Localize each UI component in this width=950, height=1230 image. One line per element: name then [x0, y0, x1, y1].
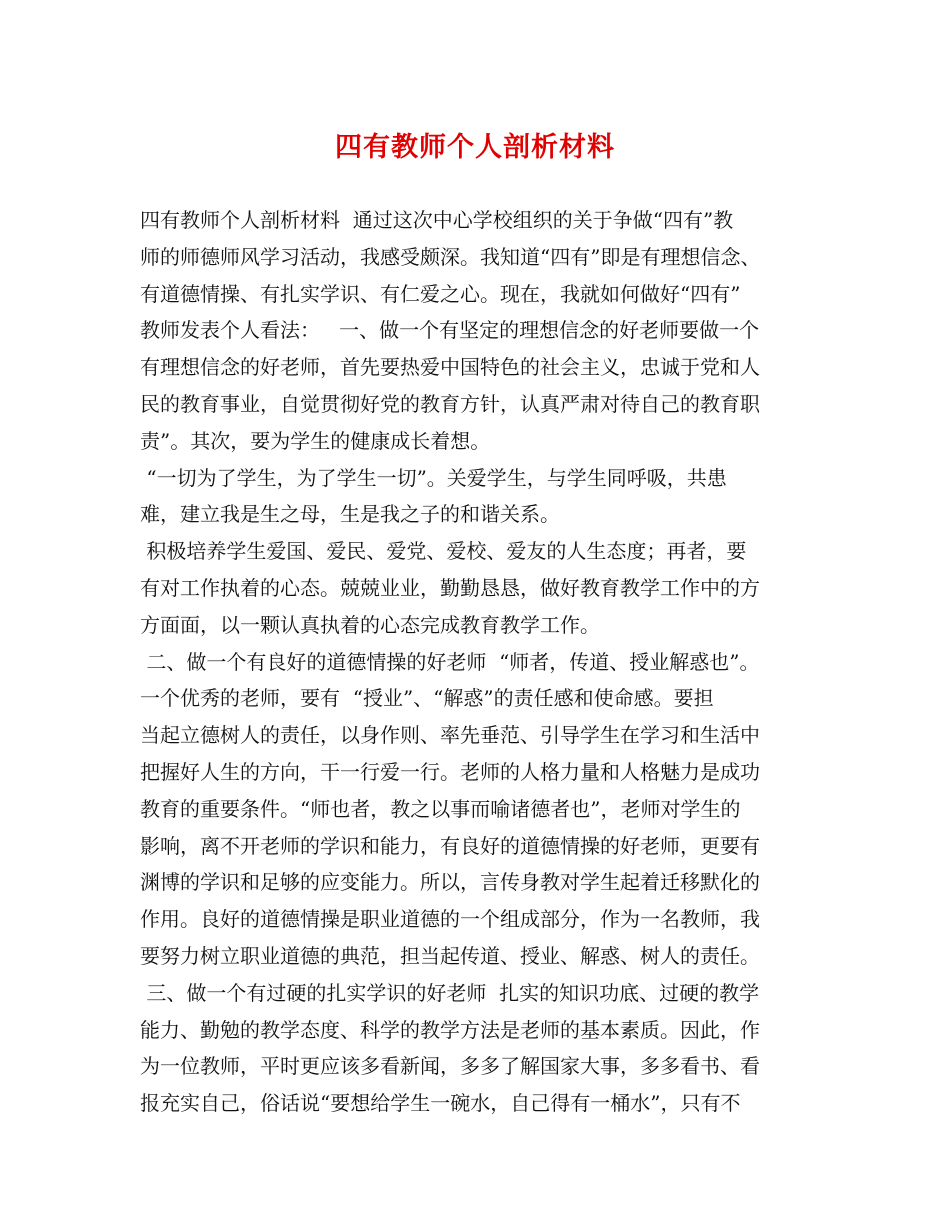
body-line: 教师发表个人看法： 一、做一个有坚定的理想信念的好老师要做一个 — [140, 318, 760, 343]
body-line: 能力、勤勉的教学态度、科学的教学方法是老师的基本素质。因此，作 — [140, 1017, 760, 1042]
body-line: 三、做一个有过硬的扎实学识的好老师 扎实的知识功底、过硬的教学 — [140, 980, 760, 1005]
body-line: 积极培养学生爱国、爱民、爱党、爱校、爱友的人生态度；再者，要 — [140, 539, 747, 564]
body-line: 有道德情操、有扎实学识、有仁爱之心。现在，我就如何做好“四有” — [140, 281, 741, 306]
body-line: 报充实自己，俗话说“要想给学生一碗水，自己得有一桶水”，只有不 — [140, 1091, 741, 1116]
body-line: 师的师德师风学习活动，我感受颇深。我知道“四有”即是有理想信念、 — [140, 244, 761, 269]
body-line: 方面面，以一颗认真执着的心态完成教育教学工作。 — [140, 612, 600, 637]
document-title: 四有教师个人剖析材料 — [335, 132, 615, 163]
body-line: 教育的重要条件。“师也者，教之以事而喻诸德者也”，老师对学生的 — [140, 796, 741, 821]
body-line: 影响，离不开老师的学识和能力，有良好的道德情操的好老师，更要有 — [140, 833, 760, 858]
body-line: 责”。其次，要为学生的健康成长着想。 — [140, 428, 491, 453]
body-line: 四有教师个人剖析材料 通过这次中心学校组织的关于争做“四有”教 — [140, 208, 734, 232]
body-line: 作用。良好的道德情操是职业道德的一个组成部分，作为一名教师，我 — [140, 907, 760, 932]
body-line: 二、做一个有良好的道德情操的好老师 “师者，传道、授业解惑也”。 — [140, 649, 760, 674]
body-line: 要努力树立职业道德的典范，担当起传道、授业、解惑、树人的责任。 — [140, 943, 760, 968]
body-line: 为一位教师，平时更应该多看新闻，多多了解国家大事，多多看书、看 — [140, 1054, 760, 1079]
body-line: “一切为了学生，为了学生一切”。关爱学生，与学生同呼吸，共患 — [140, 465, 727, 490]
body-line: 民的教育事业，自觉贯彻好党的教育方针，认真严肃对待自己的教育职 — [140, 391, 760, 416]
body-line: 有对工作执着的心态。兢兢业业，勤勤恳恳，做好教育教学工作中的方 — [140, 575, 760, 600]
body-line: 一个优秀的老师，要有 “授业”、“解惑”的责任感和使命感。要担 — [140, 686, 714, 711]
body-line: 把握好人生的方向，干一行爱一行。老师的人格力量和人格魅力是成功 — [140, 759, 760, 784]
body-line: 难，建立我是生之母，生是我之子的和谐关系。 — [140, 502, 560, 527]
body-line: 当起立德树人的责任，以身作则、率先垂范、引导学生在学习和生活中 — [140, 723, 760, 748]
body-line: 渊博的学识和足够的应变能力。所以，言传身教对学生起着迁移默化的 — [140, 870, 760, 895]
body-line: 有理想信念的好老师，首先要热爱中国特色的社会主义，忠诚于党和人 — [140, 355, 760, 380]
document-body — [140, 202, 820, 1122]
